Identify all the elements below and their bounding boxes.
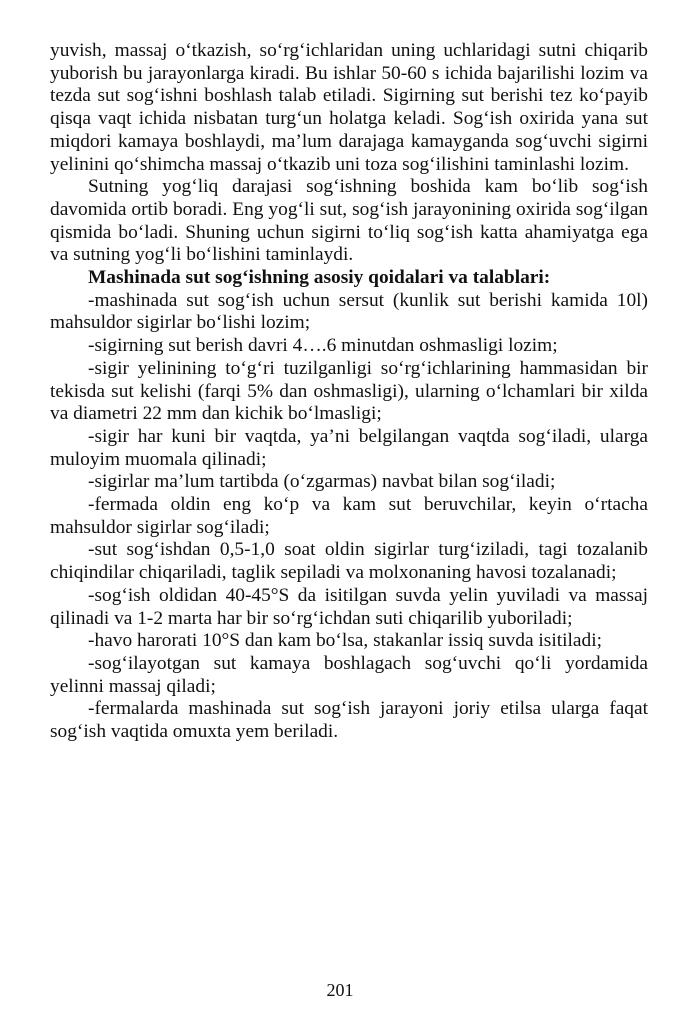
- rule-item-sequence: -fermada oldin eng ko‘p va kam sut beruvchilar, keyin o‘rtacha mahsuldor sigirlar sog‘iladi;: [50, 494, 648, 538]
- rule-item-cups-heating: -havo harorati 10°S dan kam bo‘lsa, stakanlar issiq suvda isitiladi;: [88, 630, 602, 652]
- rule-item-preparation: -sut sog‘ishdan 0,5-1,0 soat oldin sigirlar turg‘iziladi, tagi tozalanib chiqindilar chiqariladi, taglik sepiladi va molxonaning havosi tozalanadi;: [50, 539, 648, 584]
- rule-item-high-yield: -mashinada sut sog‘ish uchun sersut (kunlik sut berishi kamida 10l) mahsuldor sigirlar bo‘lishi lozim;: [50, 289, 648, 334]
- page-number: 201: [326, 980, 354, 1000]
- page-body: [50, 40, 648, 1000]
- paragraph-fat-content: Sutning yog‘liq darajasi sog‘ishning boshida kam bo‘lib sog‘ish davomida ortib boradi. Eng yog‘li sut, sog‘ish jarayonining oxirida sog‘ilgan qismida bo‘ladi. Shuning uchun sigirni to‘liq sog‘ish katta ahamiyatga ega va sutning yog‘li bo‘lishini taminlaydi.: [50, 176, 648, 266]
- rule-item-same-time: -sigir har kuni bir vaqtda, ya’ni belgilangan vaqtda sog‘iladi, ularga muloyim muomala qilinadi;: [50, 425, 648, 470]
- section-heading: Mashinada sut sog‘ishning asosiy qoidalari va talablari:: [88, 267, 551, 289]
- rule-item-feeding: -fermalarda mashinada sut sog‘ish jarayoni joriy etilsa ularga faqat sog‘ish vaqtida omuxta yem beriladi.: [50, 698, 648, 743]
- rule-item-order: -sigirlar ma’lum tartibda (o‘zgarmas) navbat bilan sog‘iladi;: [88, 471, 556, 493]
- rule-item-hand-massage: -sog‘ilayotgan sut kamaya boshlagach sog‘uvchi qo‘li yordamida yelinni massaj qiladi;: [50, 652, 648, 697]
- rule-item-milking-duration: -sigirning sut berish davri 4….6 minutdan oshmasligi lozim;: [88, 335, 558, 357]
- rule-item-udder-washing: -sog‘ish oldidan 40-45°S da isitilgan suvda yelin yuviladi va massaj qilinadi va 1-2 marta har bir so‘rg‘ichdan suti chiqarilib yuboriladi;: [50, 584, 648, 629]
- rule-item-udder-structure: -sigir yelinining to‘g‘ri tuzilganligi so‘rg‘ichlarining hammasidan bir tekisda sut kelishi (farqi 5% dan oshmasligi), ularning o‘lchamlari bir xilda va diametri 22 mm dan kichik bo‘lmasligi;: [50, 357, 648, 425]
- paragraph-continuation: yuvish, massaj o‘tkazish, so‘rg‘ichlaridan uning uchlaridagi sutni chiqarib yuborish bu jarayonlarga kiradi. Bu ishlar 50-60 s ichida bajarilishi lozim va tezda sut sog‘ishni boshlash talab etiladi. Sigirning sut berishi tez ko‘payib qisqa vaqt ichida nisbatan turg‘un holatga keladi. Sog‘ish oxirida yana sut miqdori kamaya boshlaydi, ma’lum darajaga kamayganda sog‘uvchi sigirni yelinini qo‘shimcha massaj o‘tkazib uni toza sog‘ilishini taminlashi lozim.: [50, 40, 648, 175]
